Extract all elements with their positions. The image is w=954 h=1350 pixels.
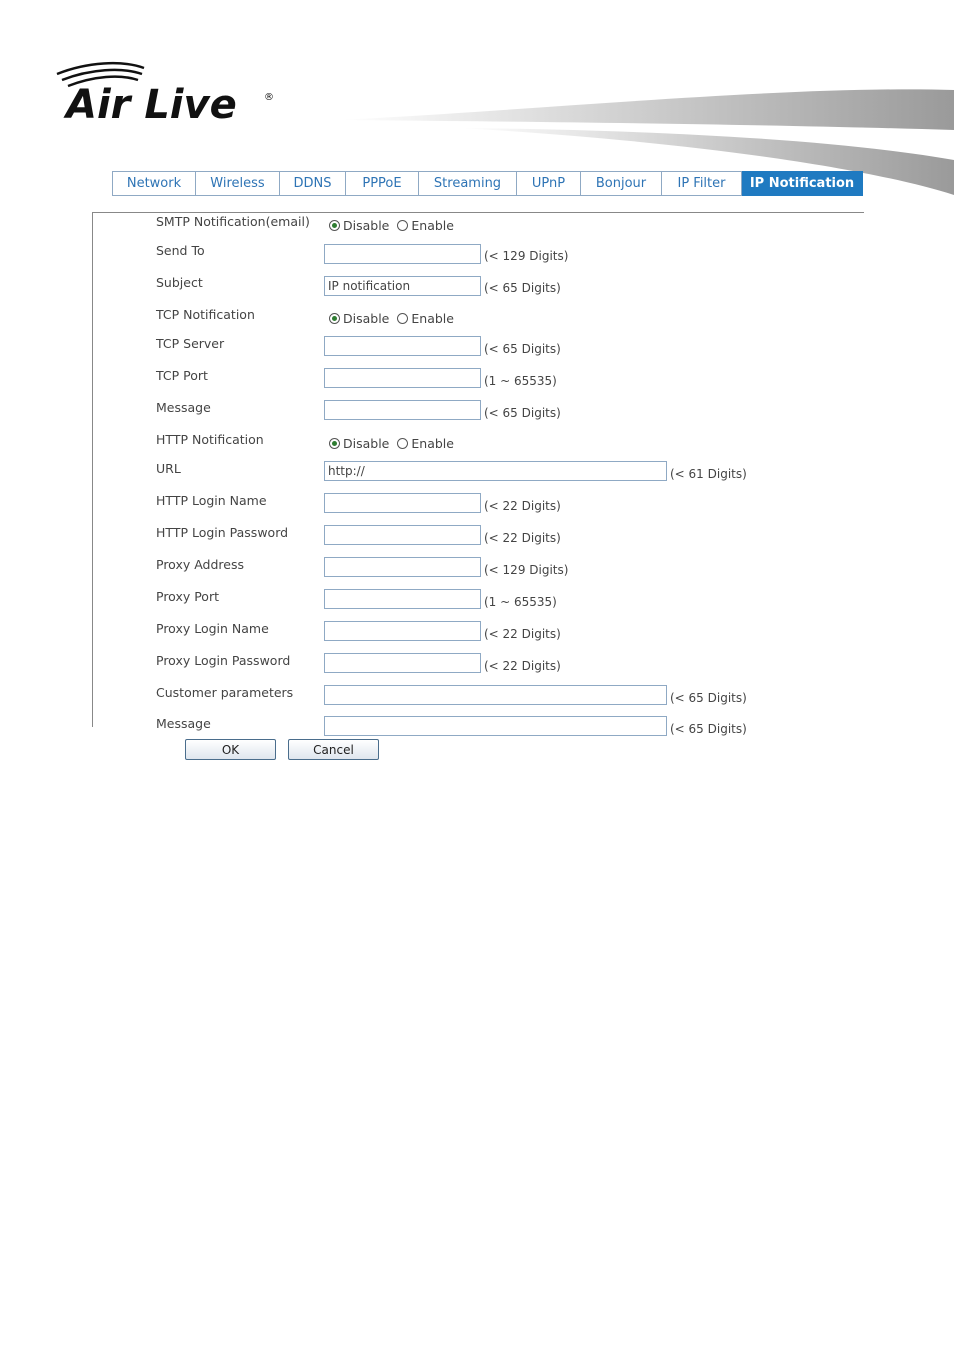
tcp-enable-label: Enable (411, 311, 454, 326)
subject-input[interactable] (324, 276, 481, 296)
smtp-notification-radios (329, 218, 462, 233)
http-enable-label: Enable (411, 436, 454, 451)
tab-network[interactable]: Network (113, 171, 196, 196)
send-to-input[interactable] (324, 244, 481, 264)
http-notification-label: HTTP Notification (156, 432, 264, 447)
tab-pppoe[interactable]: PPPoE (346, 171, 419, 196)
proxy-login-name-input[interactable] (324, 621, 481, 641)
http-message-label: Message (156, 716, 211, 731)
proxy-address-label: Proxy Address (156, 557, 244, 572)
tab-upnp[interactable]: UPnP (517, 171, 581, 196)
tcp-enable-radio[interactable] (397, 313, 408, 324)
smtp-notification-label: SMTP Notification(email) (156, 214, 310, 229)
send-to-label: Send To (156, 243, 205, 258)
ip-notification-panel (92, 212, 864, 736)
smtp-enable-label: Enable (411, 218, 454, 233)
logo-text: Air Live (66, 82, 237, 128)
tcp-server-label: TCP Server (156, 336, 225, 351)
proxy-login-password-hint: (< 22 Digits) (484, 659, 561, 673)
http-login-name-label: HTTP Login Name (156, 493, 267, 508)
tab-ddns[interactable]: DDNS (280, 171, 346, 196)
tcp-port-input[interactable] (324, 368, 481, 388)
customer-parameters-hint: (< 65 Digits) (670, 691, 747, 705)
tab-streaming[interactable]: Streaming (419, 171, 517, 196)
smtp-disable-radio[interactable] (329, 220, 340, 231)
tcp-message-label: Message (156, 400, 211, 415)
http-login-name-input[interactable] (324, 493, 481, 513)
http-notification-radios (329, 436, 462, 451)
registered-mark: ® (264, 92, 274, 103)
proxy-port-input[interactable] (324, 589, 481, 609)
tcp-disable-radio[interactable] (329, 313, 340, 324)
http-login-password-input[interactable] (324, 525, 481, 545)
tcp-port-label: TCP Port (156, 368, 208, 383)
tcp-disable-label: Disable (343, 311, 390, 326)
subject-label: Subject (156, 275, 203, 290)
proxy-port-label: Proxy Port (156, 589, 219, 604)
settings-tabbar (112, 171, 863, 196)
url-input[interactable] (324, 461, 667, 481)
http-disable-label: Disable (343, 436, 390, 451)
http-message-hint: (< 65 Digits) (670, 722, 747, 736)
http-login-name-hint: (< 22 Digits) (484, 499, 561, 513)
http-enable-radio[interactable] (397, 438, 408, 449)
http-disable-radio[interactable] (329, 438, 340, 449)
tcp-port-hint: (1 ~ 65535) (484, 374, 557, 388)
proxy-login-name-label: Proxy Login Name (156, 621, 269, 636)
url-hint: (< 61 Digits) (670, 467, 747, 481)
http-message-input[interactable] (324, 716, 667, 736)
customer-parameters-input[interactable] (324, 685, 667, 705)
url-label: URL (156, 461, 181, 476)
proxy-address-hint: (< 129 Digits) (484, 563, 569, 577)
proxy-login-password-label: Proxy Login Password (156, 653, 291, 668)
send-to-hint: (< 129 Digits) (484, 249, 569, 263)
http-login-password-hint: (< 22 Digits) (484, 531, 561, 545)
tab-ip-filter[interactable]: IP Filter (662, 171, 742, 196)
tcp-server-hint: (< 65 Digits) (484, 342, 561, 356)
proxy-login-name-hint: (< 22 Digits) (484, 627, 561, 641)
tcp-server-input[interactable] (324, 336, 481, 356)
subject-hint: (< 65 Digits) (484, 281, 561, 295)
airlive-logo (52, 60, 282, 130)
tcp-notification-radios (329, 311, 462, 326)
tab-ip-notification[interactable]: IP Notification (742, 171, 863, 196)
smtp-disable-label: Disable (343, 218, 390, 233)
ok-button[interactable]: OK (185, 739, 276, 760)
tab-bonjour[interactable]: Bonjour (581, 171, 662, 196)
customer-parameters-label: Customer parameters (156, 685, 294, 700)
tcp-message-hint: (< 65 Digits) (484, 406, 561, 420)
proxy-port-hint: (1 ~ 65535) (484, 595, 557, 609)
cancel-button[interactable]: Cancel (288, 739, 379, 760)
smtp-enable-radio[interactable] (397, 220, 408, 231)
proxy-address-input[interactable] (324, 557, 481, 577)
http-login-password-label: HTTP Login Password (156, 525, 289, 540)
proxy-login-password-input[interactable] (324, 653, 481, 673)
tcp-notification-label: TCP Notification (156, 307, 255, 322)
tcp-message-input[interactable] (324, 400, 481, 420)
tab-wireless[interactable]: Wireless (196, 171, 280, 196)
